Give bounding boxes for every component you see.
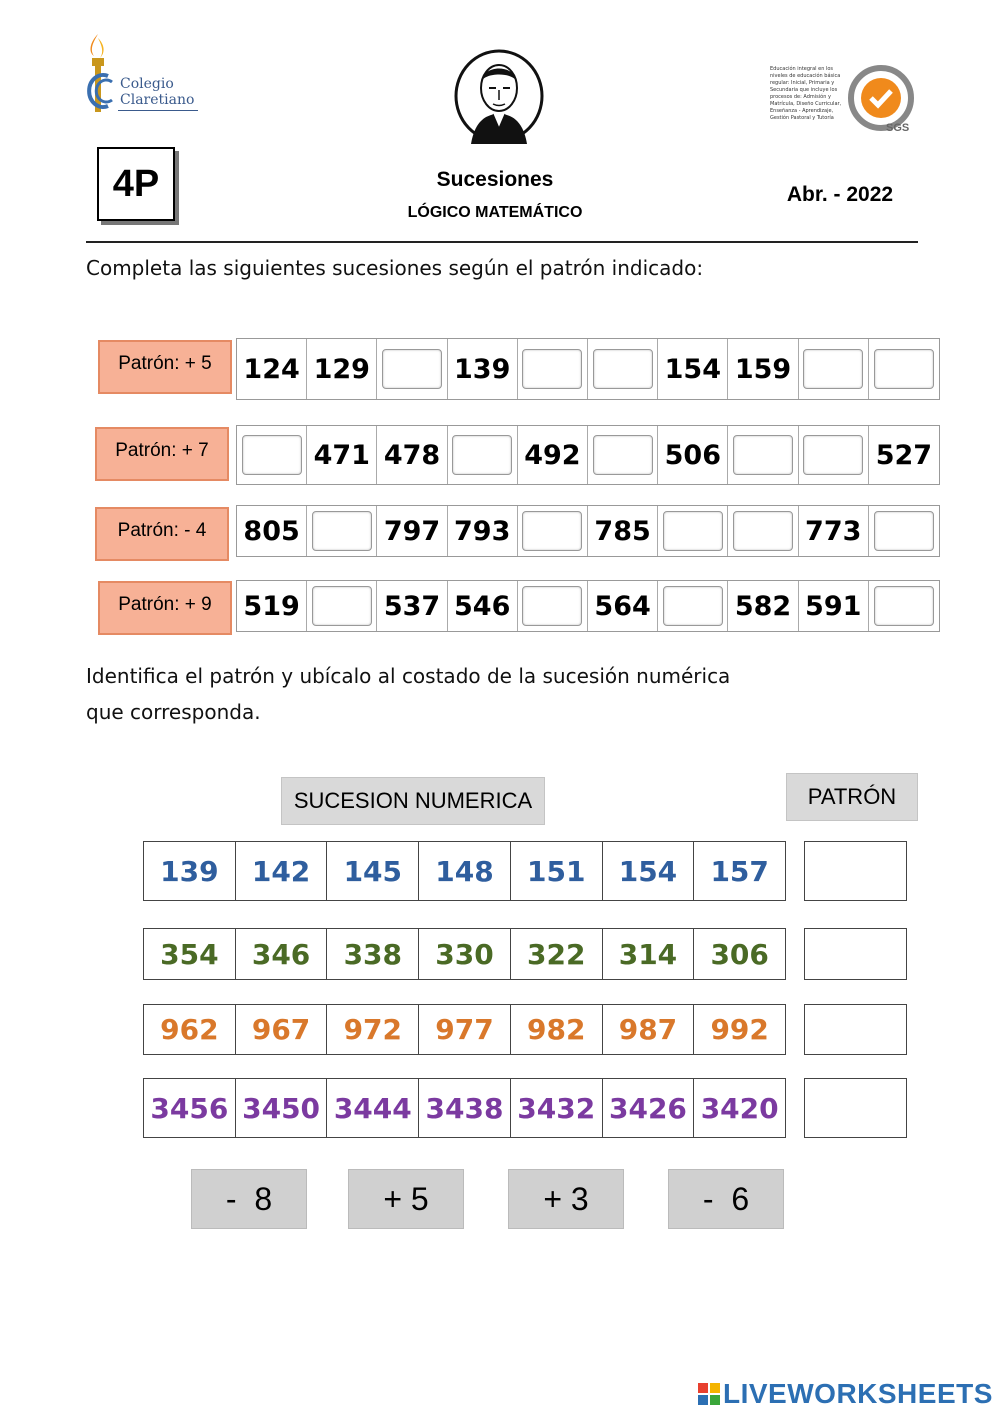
pattern-drop-box-3[interactable] bbox=[804, 1004, 907, 1055]
pattern-tag-2: Patrón: + 7 bbox=[95, 427, 229, 481]
numeric-cell: 3444 bbox=[327, 1079, 419, 1137]
liveworksheets-logo bbox=[698, 1378, 993, 1410]
answer-input[interactable] bbox=[733, 511, 793, 551]
sequence-cell: 591 bbox=[799, 581, 869, 631]
sequence-cell: 124 bbox=[237, 339, 307, 399]
pattern-option-1[interactable]: - 8 bbox=[191, 1169, 307, 1229]
date-label: Abr. - 2022 bbox=[786, 183, 894, 206]
sequence-cell-blank bbox=[658, 506, 728, 556]
numeric-cell: 982 bbox=[511, 1005, 603, 1054]
numeric-cell: 145 bbox=[327, 842, 419, 900]
brand-squares-icon bbox=[698, 1383, 720, 1405]
pattern-tag-4: Patrón: + 9 bbox=[98, 581, 232, 635]
sequence-cell-blank bbox=[307, 581, 377, 631]
sequence-cell: 797 bbox=[377, 506, 447, 556]
pattern-drop-box-2[interactable] bbox=[804, 928, 907, 980]
sequence-cell-blank bbox=[518, 339, 588, 399]
answer-input[interactable] bbox=[803, 435, 863, 475]
sequence-cell-blank bbox=[237, 426, 307, 484]
page-title: Sucesiones bbox=[436, 168, 554, 191]
numeric-cell: 306 bbox=[710, 937, 769, 971]
numeric-cell: 151 bbox=[511, 842, 603, 900]
numeric-cell: 972 bbox=[327, 1005, 419, 1054]
sequence-cell-blank bbox=[588, 339, 658, 399]
numeric-sequence-row-3 bbox=[143, 1004, 786, 1055]
sequence-cell-blank bbox=[518, 506, 588, 556]
answer-input[interactable] bbox=[593, 435, 653, 475]
sequence-cell-blank bbox=[588, 426, 658, 484]
numeric-cell: 314 bbox=[603, 929, 695, 979]
sequence-cell: 793 bbox=[448, 506, 518, 556]
sequence-cell: 478 bbox=[377, 426, 447, 484]
answer-input[interactable] bbox=[312, 511, 372, 551]
sequence-cell: 492 bbox=[518, 426, 588, 484]
instruction-1: Completa las siguientes sucesiones según el patrón indicado: bbox=[86, 256, 704, 280]
certification-text: Educación integral en los niveles de educación básica regular: Inicial, Primaria y Secundaria que incluye los procesos de: Admisión y Matrícula, Diseño Curricular, Enseñanza - Aprendizaje, Gestión Pastoral y Tutoría bbox=[770, 66, 842, 121]
numeric-cell: 977 bbox=[419, 1005, 511, 1054]
answer-input[interactable] bbox=[874, 586, 934, 626]
sequence-cell: 773 bbox=[799, 506, 869, 556]
numeric-cell: 148 bbox=[419, 842, 511, 900]
torch-icon bbox=[78, 32, 118, 120]
numeric-sequence-row-4 bbox=[143, 1078, 786, 1138]
numeric-cell: 3432 bbox=[511, 1079, 603, 1137]
header-divider bbox=[86, 241, 918, 243]
sequence-cell: 154 bbox=[658, 339, 728, 399]
instruction-2-line2: que corresponda. bbox=[86, 700, 261, 724]
sequence-header: SUCESION NUMERICA bbox=[281, 777, 545, 825]
sgs-brand-text: SGS bbox=[886, 122, 910, 134]
numeric-cell: 338 bbox=[327, 929, 419, 979]
numeric-cell: 354 bbox=[144, 929, 236, 979]
numeric-cell: 330 bbox=[419, 929, 511, 979]
answer-input[interactable] bbox=[663, 586, 723, 626]
sequence-cell: 139 bbox=[448, 339, 518, 399]
answer-input[interactable] bbox=[452, 435, 512, 475]
numeric-cell: 139 bbox=[144, 842, 236, 900]
answer-input[interactable] bbox=[522, 511, 582, 551]
founder-portrait bbox=[453, 48, 545, 152]
pattern-header: PATRÓN bbox=[786, 773, 918, 821]
instruction-2 bbox=[86, 658, 730, 730]
sequence-cell-blank bbox=[869, 339, 939, 399]
pattern-drop-box-4[interactable] bbox=[804, 1078, 907, 1138]
sequence-cell: 582 bbox=[728, 581, 798, 631]
numeric-cell: 3438 bbox=[419, 1079, 511, 1137]
sequence-cell-blank bbox=[728, 506, 798, 556]
numeric-cell: 3420 bbox=[700, 1091, 779, 1125]
answer-input[interactable] bbox=[874, 511, 934, 551]
sequence-cell-blank bbox=[869, 581, 939, 631]
sequence-cell: 159 bbox=[728, 339, 798, 399]
numeric-cell: 992 bbox=[710, 1013, 769, 1046]
answer-input[interactable] bbox=[803, 349, 863, 389]
sequence-cell: 519 bbox=[237, 581, 307, 631]
school-logo bbox=[78, 32, 208, 122]
sequence-row-4 bbox=[236, 580, 940, 632]
sequence-cell-blank bbox=[799, 339, 869, 399]
sequence-cell: 129 bbox=[307, 339, 377, 399]
pattern-drop-box-1[interactable] bbox=[804, 841, 907, 901]
answer-input[interactable] bbox=[522, 586, 582, 626]
sequence-cell-blank bbox=[307, 506, 377, 556]
pattern-option-2[interactable]: + 5 bbox=[348, 1169, 464, 1229]
school-name-line1: Colegio bbox=[120, 76, 174, 92]
logo-underline bbox=[118, 110, 198, 111]
sequence-row-1 bbox=[236, 338, 940, 400]
sequence-cell: 546 bbox=[448, 581, 518, 631]
numeric-cell: 967 bbox=[236, 1005, 328, 1054]
numeric-cell: 3426 bbox=[603, 1079, 695, 1137]
sequence-cell: 785 bbox=[588, 506, 658, 556]
numeric-cell: 322 bbox=[511, 929, 603, 979]
answer-input[interactable] bbox=[663, 511, 723, 551]
instruction-2-line1: Identifica el patrón y ubícalo al costado de la sucesión numérica bbox=[86, 664, 731, 688]
sequence-cell: 527 bbox=[875, 439, 933, 471]
sequence-cell: 471 bbox=[307, 426, 377, 484]
school-name-line2: Claretiano bbox=[120, 92, 195, 108]
pattern-tag-1: Patrón: + 5 bbox=[98, 340, 232, 394]
sequence-cell-blank bbox=[448, 426, 518, 484]
sequence-cell-blank bbox=[518, 581, 588, 631]
numeric-cell: 3456 bbox=[144, 1079, 236, 1137]
numeric-cell: 987 bbox=[603, 1005, 695, 1054]
sequence-cell-blank bbox=[728, 426, 798, 484]
answer-input[interactable] bbox=[593, 349, 653, 389]
brand-text: LIVEWORKSHEETS bbox=[723, 1378, 993, 1409]
numeric-cell: 962 bbox=[144, 1005, 236, 1054]
grade-label: 4P bbox=[97, 147, 175, 221]
numeric-cell: 142 bbox=[236, 842, 328, 900]
pattern-option-3[interactable]: + 3 bbox=[508, 1169, 624, 1229]
page-subtitle: LÓGICO MATEMÁTICO bbox=[407, 204, 583, 221]
sequence-cell: 537 bbox=[377, 581, 447, 631]
sequence-cell-blank bbox=[658, 581, 728, 631]
answer-input[interactable] bbox=[522, 349, 582, 389]
numeric-cell: 346 bbox=[236, 929, 328, 979]
sequence-cell-blank bbox=[377, 339, 447, 399]
answer-input[interactable] bbox=[312, 586, 372, 626]
sequence-cell: 564 bbox=[588, 581, 658, 631]
numeric-cell: 154 bbox=[603, 842, 695, 900]
sequence-row-2 bbox=[236, 425, 940, 485]
answer-input[interactable] bbox=[382, 349, 442, 389]
numeric-sequence-row-2 bbox=[143, 928, 786, 980]
answer-input[interactable] bbox=[242, 435, 302, 475]
numeric-cell: 3450 bbox=[236, 1079, 328, 1137]
school-name bbox=[120, 76, 194, 108]
answer-input[interactable] bbox=[733, 435, 793, 475]
numeric-cell: 157 bbox=[710, 854, 769, 888]
answer-input[interactable] bbox=[874, 349, 934, 389]
sequence-cell-blank bbox=[799, 426, 869, 484]
pattern-tag-3: Patrón: - 4 bbox=[95, 507, 229, 561]
quality-certification bbox=[770, 64, 915, 142]
sequence-cell: 805 bbox=[237, 506, 307, 556]
sequence-row-3 bbox=[236, 505, 940, 557]
sequence-cell: 506 bbox=[658, 426, 728, 484]
sequence-cell-blank bbox=[869, 506, 939, 556]
numeric-sequence-row-1 bbox=[143, 841, 786, 901]
pattern-option-4[interactable]: - 6 bbox=[668, 1169, 784, 1229]
